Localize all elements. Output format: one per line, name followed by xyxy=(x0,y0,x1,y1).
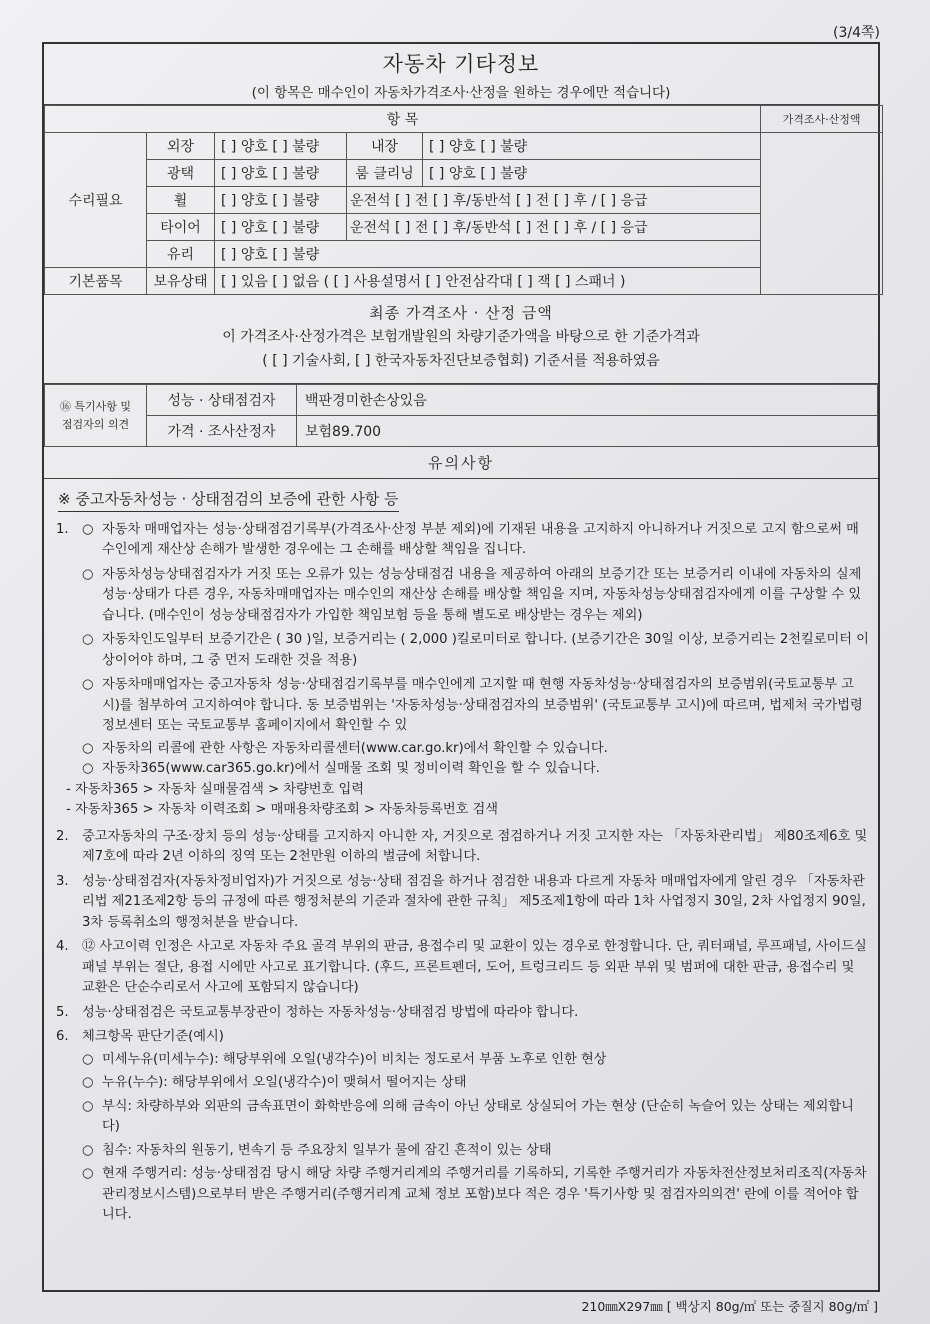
bullet-icon: ○ xyxy=(82,566,94,582)
special-label-line-2: 점검자의 의견 xyxy=(61,417,130,431)
price-cell xyxy=(761,133,883,295)
notice-item-2 xyxy=(52,827,870,868)
inspector-value: 백판경미한손상있음 xyxy=(297,385,878,416)
appraiser-label: 가격 · 조사산정자 xyxy=(147,416,297,447)
row-value-2: 운전석 [ ] 전 [ ] 후/동반석 [ ] 전 [ ] 후 / [ ] 응급 xyxy=(347,187,761,214)
special-notes-label xyxy=(45,385,147,447)
item-number: 3. xyxy=(56,873,69,889)
list-item xyxy=(82,1141,870,1162)
special-notes-table xyxy=(44,384,878,447)
row-value: [ ] 있음 [ ] 없음 ( [ ] 사용설명서 [ ] 안전삼각대 [ ] 잭 [ ] 스패너 ) xyxy=(215,268,761,295)
page-number: (3/4쪽) xyxy=(833,25,880,41)
notice-item-3 xyxy=(52,872,870,934)
list-item xyxy=(82,520,870,561)
bullet-icon: ○ xyxy=(82,740,94,756)
paper-spec-footer: 210㎜X297㎜ [ 백상지 80g/㎡ 또는 중질지 80g/㎡ ] xyxy=(581,1299,878,1314)
bullet-text: 자동차의 리콜에 관한 사항은 자동차리콜센터(www.car.go.kr)에서 확인할 수 있습니다. xyxy=(102,740,608,756)
bullet-text: 자동차성능상태점검자가 거짓 또는 오류가 있는 성능상태점검 내용을 제공하여 아래의 보증기간 또는 보증거리 이내에 자동차의 실제 성능·상태가 다른 경우, 자동차매매업자는 매수인의 재산상 손해를 배상할 책임을 지며, 자동차성능상태점검자에게 이를 구상할 수 있습니다. (매수인이 성능상태점검자가 가입한 책임보험 등을 통해 별도로 배상받는 경우는 제외) xyxy=(102,566,862,623)
final-line-1: 이 가격조사·산정가격은 보험개발원의 차량기준가액을 바탕으로 한 기준가격과 xyxy=(222,329,700,345)
row-label: 휠 xyxy=(147,187,215,214)
item-text: 성능·상태점검자(자동차정비업자)가 거짓으로 성능·상태 점검을 하거나 점검한 내용과 다르게 자동차 매매업자에게 알린 경우 「자동차관리법 제21조제2항 등의 규정에 따른 행정처분의 기준과 절차에 관한 규칙」 제5조제1항에 따라 1차 사업정지 30일, 2차 사업정지 90일, 3차 등록취소의 행정처분을 받습니다. xyxy=(82,873,866,930)
bullet-icon: ○ xyxy=(82,1166,94,1181)
notice-heading: 유의사항 xyxy=(44,447,878,479)
row-value: [ ] 양호 [ ] 불량 xyxy=(215,241,761,268)
row-label: 타이어 xyxy=(147,214,215,241)
list-item xyxy=(82,739,870,760)
row-value-2: [ ] 양호 [ ] 불량 xyxy=(423,160,761,187)
row-value: [ ] 양호 [ ] 불량 xyxy=(215,133,347,160)
table-row xyxy=(45,416,878,447)
row-label: 광택 xyxy=(147,160,215,187)
table-row xyxy=(45,133,883,160)
bullet-icon: ○ xyxy=(82,761,94,776)
final-title: 최종 가격조사 · 산정 금액 xyxy=(369,304,553,322)
bullet-text: 자동차인도일부터 보증기간은 ( 30 )일, 보증거리는 ( 2,000 )킬로미터로 합니다. (보증기간은 30일 이상, 보증거리는 2천킬로미터 이상이어야 하며, 그 중 먼저 도래한 것을 적용) xyxy=(102,632,869,668)
table-row xyxy=(45,241,883,268)
item-text: 중고자동차의 구조·장치 등의 성능·상태를 고지하지 아니한 자, 거짓으로 점검하거나 거짓 고지한 자는 「자동차관리법」 제80조제6호 및 제7호에 따라 2년 이하의 징역 또는 2천만원 이하의 벌금에 처합니다. xyxy=(82,828,868,864)
form-subtitle: (이 항목은 매수인이 자동차가격조사·산정을 원하는 경우에만 적습니다) xyxy=(251,85,671,101)
group-label-repair: 수리필요 xyxy=(45,133,147,268)
dash-line-2: - 자동차365 > 자동차 이력조회 > 매매용차량조회 > 자동차등록번호 검색 xyxy=(66,802,499,817)
table-row xyxy=(45,160,883,187)
vehicle-info-table xyxy=(44,105,883,295)
bullet-text: 침수: 자동차의 원동기, 변속기 등 주요장치 일부가 물에 잠긴 흔적이 있는 상태 xyxy=(102,1142,552,1158)
appraiser-value: 보험89.700 xyxy=(297,416,878,447)
bullet-icon: ○ xyxy=(82,1142,94,1158)
form-sheet xyxy=(42,42,880,1292)
bullet-icon: ○ xyxy=(82,1098,94,1114)
list-item xyxy=(82,675,870,737)
item-body xyxy=(82,1027,870,1226)
table-row xyxy=(45,268,883,295)
item-number: 1. xyxy=(56,521,69,537)
form-title: 자동차 기타정보 xyxy=(382,52,540,76)
item-text: 성능·상태점검은 국토교통부장관이 정하는 자동차성능·상태점검 방법에 따라야 합니다. xyxy=(82,1004,579,1020)
list-item xyxy=(82,1097,870,1138)
item-number: 2. xyxy=(56,828,69,844)
item-body xyxy=(66,520,870,821)
bullet-icon: ○ xyxy=(82,1075,94,1090)
row-value-2: [ ] 양호 [ ] 불량 xyxy=(423,133,761,160)
row-value: [ ] 양호 [ ] 불량 xyxy=(215,160,347,187)
bullet-text: 현재 주행거리: 성능·상태점검 당시 해당 차량 주행거리계의 주행거리를 기록하되, 기록한 주행거리가 자동차전산정보처리조직(자동차관리정보시스템)으로부터 받은 주행거리(주행거리계 교체 정보 포함)보다 적은 경우 '특기사항 및 점검자의의견' 란에 이를 적어야 합니다. xyxy=(102,1166,867,1222)
row-label: 보유상태 xyxy=(147,268,215,295)
bullet-icon: ○ xyxy=(82,677,94,692)
list-item xyxy=(82,1050,870,1071)
bullet-text: 자동차 매매업자는 성능·상태점검기록부(가격조사·산정 부분 제외)에 기재된 내용을 고지하지 아니하거나 거짓으로 고지 함으로써 매수인에게 재산상 손해가 발생한 경우에는 그 손해를 배상할 책임을 집니다. xyxy=(102,521,859,557)
item-text: 체크항목 판단기준(예시) xyxy=(82,1029,224,1044)
list-item xyxy=(82,630,870,671)
row-value-2: 운전석 [ ] 전 [ ] 후/동반석 [ ] 전 [ ] 후 / [ ] 응급 xyxy=(347,214,761,241)
list-item xyxy=(82,1164,870,1226)
item-number: 6. xyxy=(56,1029,69,1044)
header-items: 항 목 xyxy=(45,106,761,133)
special-label-line-1: ⑯ 특기사항 및 xyxy=(59,399,132,413)
notice-item-5 xyxy=(52,1003,870,1024)
bullet-text: 누유(누수): 해당부위에서 오일(냉각수)이 맺혀서 떨어지는 상태 xyxy=(102,1075,467,1090)
item-number: 5. xyxy=(56,1004,69,1020)
table-header-row xyxy=(45,106,883,133)
bullet-text: 자동차365(www.car365.go.kr)에서 실매물 조회 및 정비이력 확인을 할 수 있습니다. xyxy=(102,761,600,776)
final-price-box xyxy=(44,295,878,384)
section-title: ※ 중고자동차성능 · 상태점검의 보증에 관한 사항 등 xyxy=(58,489,399,512)
list-item xyxy=(82,565,870,627)
final-line-2: ( [ ] 기술사회, [ ] 한국자동차진단보증협회) 기준서를 적용하였음 xyxy=(262,353,660,369)
item-text: ⑫ 사고이력 인정은 사고로 자동차 주요 골격 부위의 판금, 용접수리 및 교환이 있는 경우로 한정합니다. 단, 쿼터패널, 루프패널, 사이드실패널 부위는 절단, 용접 시에만 사고로 표기합니다. (후드, 프론트펜더, 도어, 트렁크리드 등 외판 부위 및 범퍼에 대한 판금, 용접수리 및 교환은 단순수리로서 사고에 포함되지 않습니다) xyxy=(82,939,867,995)
table-row xyxy=(45,187,883,214)
bullet-icon: ○ xyxy=(82,521,94,537)
row-label: 외장 xyxy=(147,133,215,160)
row-label: 유리 xyxy=(147,241,215,268)
bullet-icon: ○ xyxy=(82,632,94,647)
list-item xyxy=(82,1073,870,1094)
table-row xyxy=(45,214,883,241)
notice-item-6 xyxy=(52,1027,870,1226)
row-label-2: 내장 xyxy=(347,133,423,160)
bullet-text: 자동차매매업자는 중고자동차 성능·상태점검기록부를 매수인에게 고지할 때 현행 자동차성능·상태점검자의 보증범위(국토교통부 고시)를 첨부하여 고지하여야 합니다. 동 보증범위는 '자동차성능·상태점검자의 보증범위' (국토교통부 고시)에 따르며, 법제처 국가법령정보센터 또는 국토교통부 홈페이지에서 확인할 수 있 xyxy=(102,677,863,733)
row-value: [ ] 양호 [ ] 불량 xyxy=(215,187,347,214)
inspector-label: 성능 · 상태점검자 xyxy=(147,385,297,416)
dash-line-1: - 자동차365 > 자동차 실매물검색 > 차량번호 입력 xyxy=(66,781,364,797)
title-box xyxy=(44,44,878,105)
group-label-basic: 기본품목 xyxy=(45,268,147,295)
bullet-text: 부식: 차량하부와 외판의 금속표면이 화학반응에 의해 금속이 아닌 상태로 상실되어 가는 현상 (단순히 녹슬어 있는 상태는 제외합니다) xyxy=(102,1098,854,1134)
item-number: 4. xyxy=(56,939,69,954)
table-row xyxy=(45,385,878,416)
row-value: [ ] 양호 [ ] 불량 xyxy=(215,214,347,241)
bullet-text: 미세누유(미세누수): 해당부위에 오일(냉각수)이 비치는 정도로서 부품 노후로 인한 현상 xyxy=(102,1051,607,1067)
notice-body xyxy=(44,479,878,1226)
header-price: 가격조사·산정액 xyxy=(761,106,883,133)
bullet-icon: ○ xyxy=(82,1051,94,1067)
notice-item-1 xyxy=(52,520,870,821)
row-label-2: 룸 클리닝 xyxy=(347,160,423,187)
notice-item-4 xyxy=(52,937,870,999)
list-item xyxy=(82,759,870,780)
